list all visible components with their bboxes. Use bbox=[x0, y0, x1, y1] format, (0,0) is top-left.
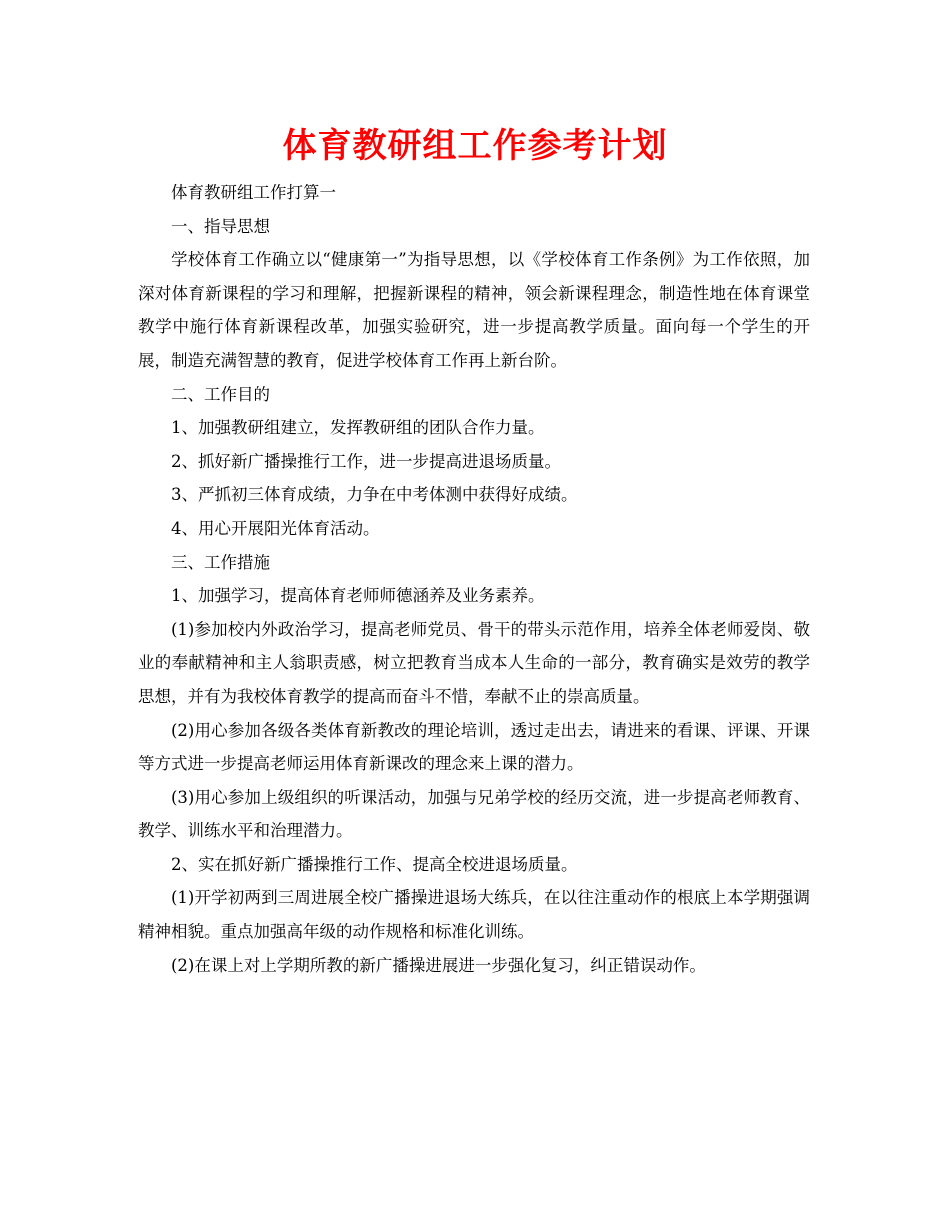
list-item: 2、实在抓好新广播操推行工作、提高全校进退场质量。 bbox=[171, 854, 578, 874]
list-item: 1、加强学习，提高体育老师师德涵养及业务素养。 bbox=[171, 586, 545, 606]
document-title: 体育教研组工作参考计划 bbox=[282, 126, 668, 166]
list-item: 4、用心开展阳光体育活动。 bbox=[171, 518, 380, 538]
list-item: 1、加强教研组建立，发挥教研组的团队合作力量。 bbox=[171, 418, 545, 438]
paragraph: (3)用心参加上级组织的听课活动，加强与兄弟学校的经历交流，进一步提高老师教育、教学、训练水平和治理潜力。 bbox=[138, 787, 810, 841]
list-item: 3、严抓初三体育成绩，力争在中考体测中获得好成绩。 bbox=[171, 485, 578, 505]
paragraph: 学校体育工作确立以“健康第一”为指导思想，以《学校体育工作条例》为工作依照，加深对体育新课程的学习和理解，把握新课程的精神，领会新课程理念，制造性地在体育课堂教学中施行体育新课程改革，加强实验研究，进一步提高教学质量。面向每一个学生的开展，制造充满智慧的教育，促进学校体育工作再上新台阶。 bbox=[138, 250, 810, 370]
list-item: 2、抓好新广播操推行工作，进一步提高进退场质量。 bbox=[171, 451, 561, 471]
paragraph: (1)参加校内外政治学习，提高老师党员、骨干的带头示范作用，培养全体老师爱岗、敬业的奉献精神和主人翁职责感，树立把教育当成本人生命的一部分，教育确实是效劳的教学思想，并有为我校体育教学的提高而奋斗不惜，奉献不止的崇高质量。 bbox=[138, 619, 810, 706]
section-heading: 三、工作措施 bbox=[171, 552, 270, 572]
section-heading: 一、指导思想 bbox=[171, 216, 270, 236]
paragraph: (1)开学初两到三周进展全校广播操进退场大练兵，在以往注重动作的根底上本学期强调精神相貌。重点加强高年级的动作规格和标准化训练。 bbox=[138, 888, 810, 942]
paragraph: 体育教研组工作打算一 bbox=[171, 183, 336, 202]
document-body bbox=[138, 176, 810, 982]
section-heading: 二、工作目的 bbox=[171, 384, 270, 404]
paragraph: (2)在课上对上学期所教的新广播操进展进一步强化复习，纠正错误动作。 bbox=[171, 955, 706, 975]
paragraph: (2)用心参加各级各类体育新教改的理论培训，透过走出去，请进来的看课、评课、开课等方式进一步提高老师运用体育新课改的理念来上课的潜力。 bbox=[138, 720, 810, 774]
